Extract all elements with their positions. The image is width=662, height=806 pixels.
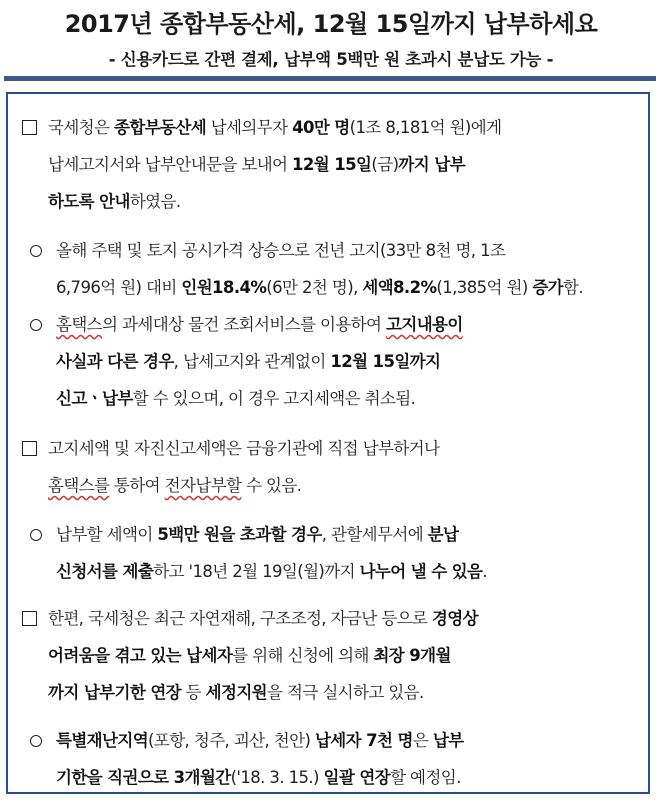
- paragraph-item: [48, 109, 501, 220]
- text-line: 어려움을 겪고 있는 납세자를 위해 신청에 의해 최장 9개월: [48, 646, 451, 665]
- square-bullet-icon: [22, 611, 37, 626]
- text-line: 6,796억 원) 대비 인원18.4%(6만 2천 명), 세액8.2%(1,385억 원) 증가함.: [56, 278, 583, 297]
- text-line: 홈택스를 통하여 전자납부할 수 있음.: [48, 476, 302, 495]
- text-line: 까지 납부기한 연장 등 세정지원을 적극 실시하고 있음.: [48, 683, 424, 702]
- text-line: 납부할 세액이 5백만 원을 초과할 경우, 관할세무서에 분납: [56, 525, 459, 544]
- circle-bullet-icon: [30, 529, 42, 541]
- text-line: 기한을 직권으로 3개월간('18. 3. 15.) 일괄 연장할 예정임.: [56, 768, 461, 787]
- square-bullet-icon: [22, 441, 37, 456]
- text-line: 고지세액 및 자진신고세액은 금융기관에 직접 납부하거나: [48, 439, 440, 458]
- text-line: 납세고지서와 납부안내문을 보내어 12월 15일(금)까지 납부: [48, 155, 465, 174]
- paragraph-item: [56, 722, 464, 796]
- text-line: 신고ㆍ납부할 수 있으며, 이 경우 고지세액은 취소됨.: [56, 389, 416, 408]
- text-line: 하도록 안내하였음.: [48, 192, 181, 211]
- page-subtitle: - 신용카드로 간편 결제, 납부액 5백만 원 초과시 분납도 가능 -: [108, 50, 554, 69]
- circle-bullet-icon: [30, 319, 42, 331]
- paragraph-item: [56, 306, 463, 417]
- text-line: 국세청은 종합부동산세 납세의무자 40만 명(1조 8,181억 원)에게: [48, 118, 502, 137]
- text-line: 올해 주택 및 토지 공시가격 상승으로 전년 고지(33만 8천 명, 1조: [56, 241, 506, 260]
- text-line: 사실과 다른 경우, 납세고지와 관계없이 12월 15일까지: [56, 352, 441, 371]
- paragraph-item: [48, 600, 478, 711]
- text-line: 신청서를 제출하고 '18년 2월 19일(월)까지 나누어 낼 수 있음.: [56, 562, 488, 581]
- circle-bullet-icon: [30, 735, 42, 747]
- text-line: 홈택스의 과세대상 물건 조회서비스를 이용하여 고지내용이: [56, 315, 463, 334]
- title-underline-rule: [4, 76, 656, 81]
- page-title: 2017년 종합부동산세, 12월 15일까지 납부하세요: [64, 10, 598, 38]
- text-line: 한편, 국세청은 최근 자연재해, 구조조정, 자금난 등으로 경영상: [48, 609, 478, 628]
- square-bullet-icon: [22, 120, 37, 135]
- paragraph-item: [56, 516, 487, 590]
- text-line: 특별재난지역(포항, 청주, 괴산, 천안) 납세자 7천 명은 납부: [56, 731, 464, 750]
- paragraph-item: [48, 430, 439, 504]
- circle-bullet-icon: [30, 245, 42, 257]
- paragraph-item: [56, 232, 583, 306]
